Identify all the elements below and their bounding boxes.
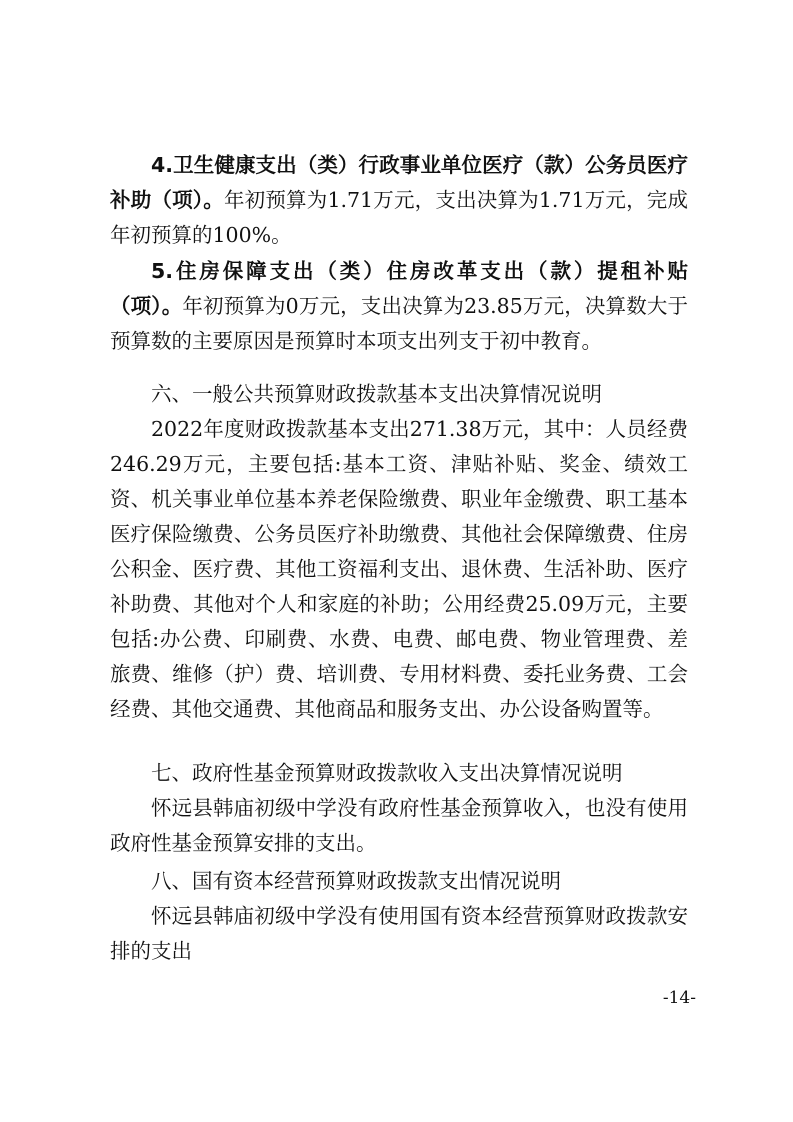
item4-title: 4.卫生健康支出（类）行政事业单位医疗（款）公务员医疗补助（项）。 [110, 153, 688, 212]
item5-title: 5.住房保障支出（类）住房改革支出（款）提租补贴（项）。 [110, 259, 688, 318]
item4-text: 年初预算为1.71万元，支出决算为1.71万元，完成年初预算的100%。 [110, 188, 689, 247]
item5-text: 年初预算为0万元，支出决算为23.85万元，决算数大于预算数的主要原因是预算时本项支出列支于初中教育。 [110, 294, 689, 353]
section8-text: 怀远县韩庙初级中学没有使用国有资本经营预算财政拨款安排的支出 [110, 904, 688, 963]
section6-heading: 六、一般公共预算财政拨款基本支出决算情况说明 [151, 382, 602, 406]
section8-heading: 八、国有资本经营预算财政拨款支出情况说明 [151, 869, 561, 893]
section6-text: 2022年度财政拨款基本支出271.38万元，其中：人员经费246.29万元，主要包括:基本工资、津贴补贴、奖金、绩效工资、机关事业单位基本养老保险缴费、职业年金缴费、职工基本医疗保险缴费、公务员医疗补助缴费、其他社会保障缴费、住房公积金、医疗费、其他工资福利支出、退休费、生活补助、医疗补助费、其他对个人和家庭的补助；公用经费25.09万元，主要包括:办公费、印刷费、水费、电费、邮电费、物业管理费、差旅费、维修（护）费、培训费、专用材料费、委托业务费、工会经费、其他交通费、其他商品和服务支出、办公设备购置等。 [110, 417, 688, 721]
section7-text: 怀远县韩庙初级中学没有政府性基金预算收入，也没有使用政府性基金预算安排的支出。 [110, 796, 688, 855]
page-number: -14- [662, 988, 696, 1008]
item5-paragraph [110, 254, 688, 359]
section7-heading: 七、政府性基金预算财政拨款收入支出决算情况说明 [151, 761, 623, 785]
item4-paragraph [110, 148, 688, 253]
